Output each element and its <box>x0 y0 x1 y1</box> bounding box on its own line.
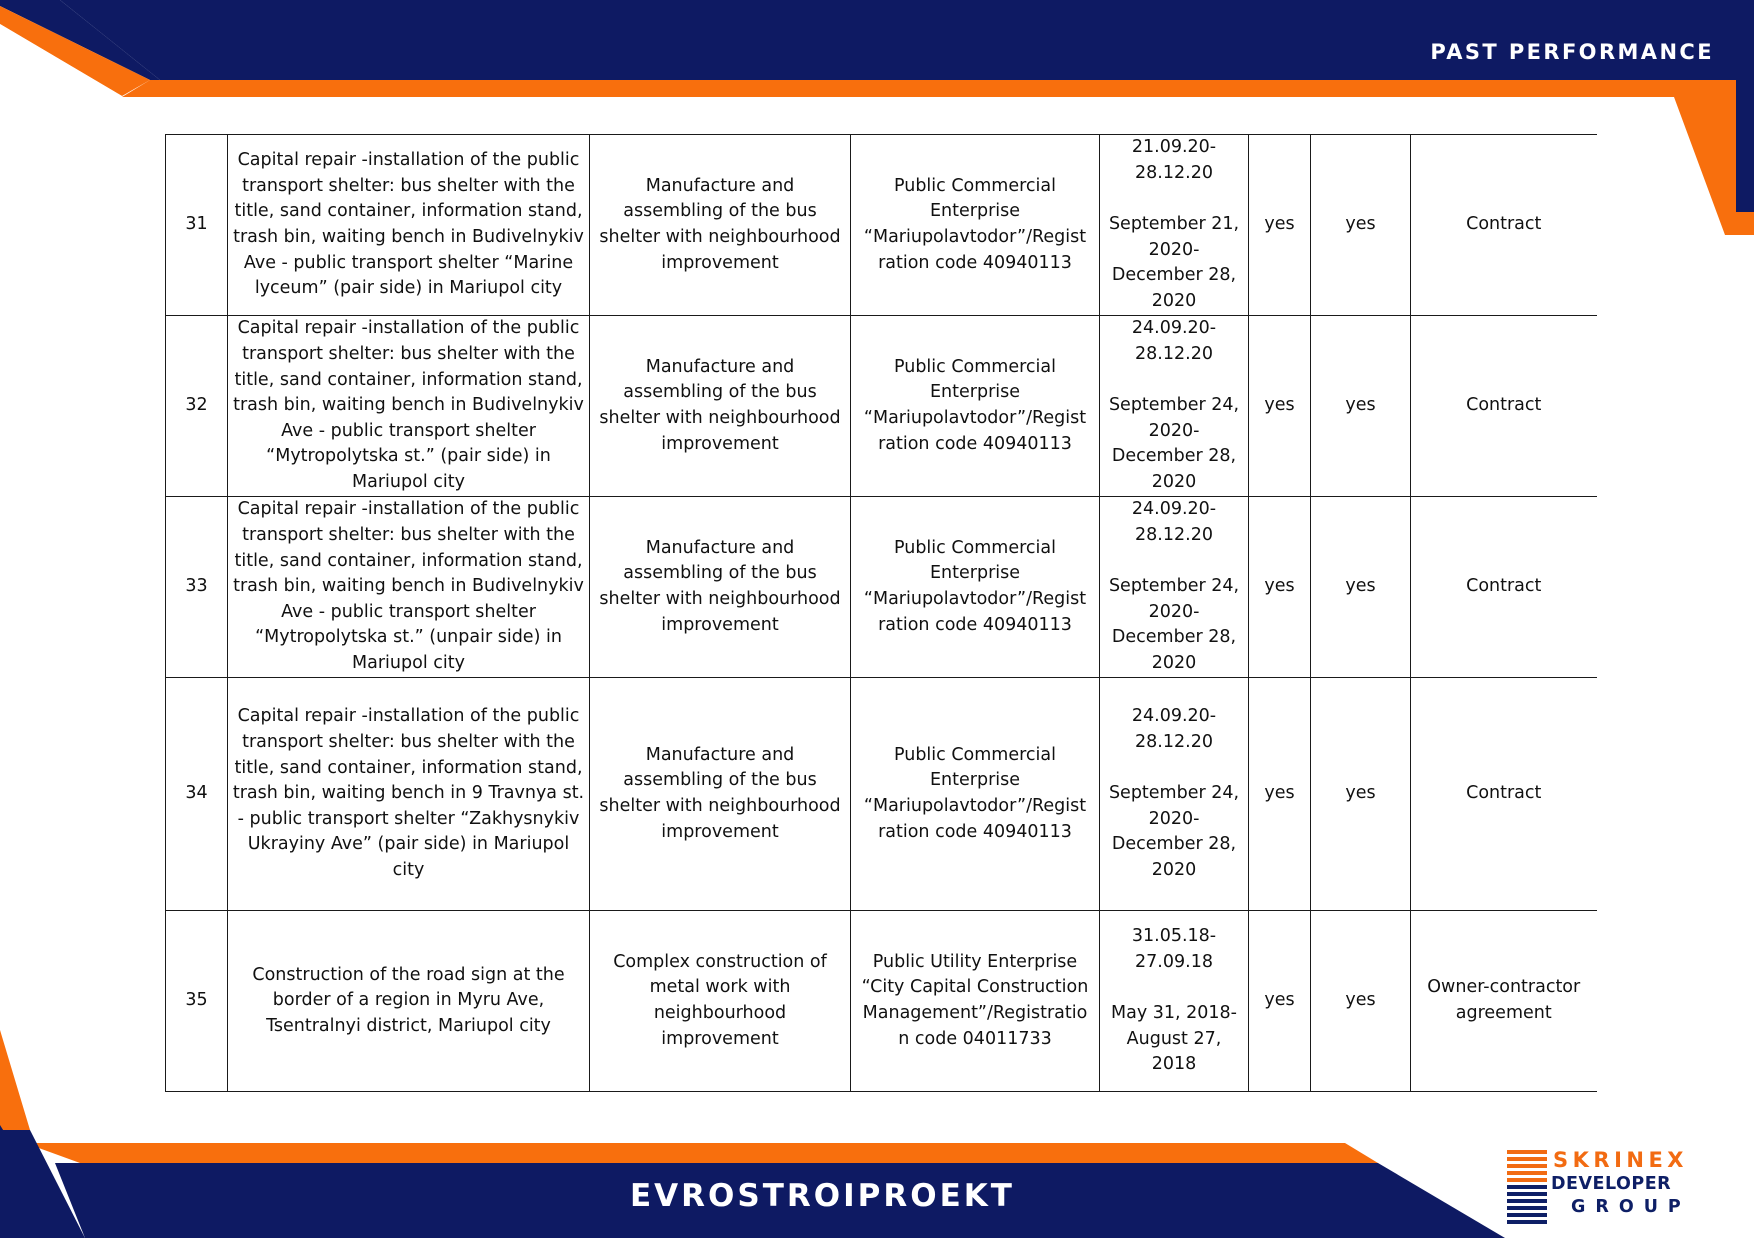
logo-word-skrinex: SKRINEX <box>1553 1148 1688 1172</box>
dates-cell <box>1100 135 1249 316</box>
status-yes: yes <box>1249 497 1311 678</box>
table-row <box>166 316 1597 497</box>
project-description: Construction of the road sign at the border of a region in Myru Ave, Tsentralnyi district, Mariupol city <box>228 911 590 1092</box>
project-description: Capital repair -installation of the public transport shelter: bus shelter with the title, sand container, information stand, trash bin, waiting bench in Budivelnykiv Ave - public transport shelter “Mytropolytska st.” (unpair side) in Mariupol city <box>228 497 590 678</box>
works-type: Manufacture and assembling of the bus shelter with neighbourhood improvement <box>590 135 851 316</box>
company-name: EVROSTROIPROEKT <box>630 1178 1015 1214</box>
status-yes: yes <box>1311 135 1411 316</box>
works-type: Complex construction of metal work with neighbourhood improvement <box>590 911 851 1092</box>
header-orange-stripe <box>122 80 1736 97</box>
status-yes: yes <box>1249 678 1311 911</box>
customer: Public Commercial Enterprise “Mariupolavtodor”/Regist ration code 40940113 <box>851 497 1100 678</box>
dates-spacer <box>1104 187 1244 213</box>
project-description: Capital repair -installation of the public transport shelter: bus shelter with the title, sand container, information stand, trash bin, waiting bench in 9 Travnya st. - public transport shelter “Zakhysnykiv Ukrayiny Ave” (pair side) in Mariupol city <box>228 678 590 911</box>
building-icon <box>1505 1146 1553 1226</box>
status-yes: yes <box>1249 316 1311 497</box>
dates-cell <box>1100 497 1249 678</box>
customer: Public Utility Enterprise “City Capital Construction Management”/Registratio n code 04011733 <box>851 911 1100 1092</box>
works-type: Manufacture and assembling of the bus shelter with neighbourhood improvement <box>590 316 851 497</box>
document-type: Contract <box>1411 135 1597 316</box>
row-number: 33 <box>166 497 228 678</box>
status-yes: yes <box>1311 497 1411 678</box>
customer: Public Commercial Enterprise “Mariupolavtodor”/Regist ration code 40940113 <box>851 316 1100 497</box>
table-row <box>166 135 1597 316</box>
project-description: Capital repair -installation of the public transport shelter: bus shelter with the title, sand container, information stand, trash bin, waiting bench in Budivelnykiv Ave - public transport shelter “Marine lyceum” (pair side) in Mariupol city <box>228 135 590 316</box>
dates-short: 24.09.20-28.12.20 <box>1131 706 1217 753</box>
dates-cell <box>1100 911 1249 1092</box>
footer-left-orange <box>0 1030 30 1130</box>
dates-long: September 24, 2020-December 28, 2020 <box>1108 783 1240 880</box>
status-yes: yes <box>1311 911 1411 1092</box>
document-type: Contract <box>1411 497 1597 678</box>
header-right-navy <box>1736 97 1754 212</box>
document-type: Contract <box>1411 316 1597 497</box>
row-number: 34 <box>166 678 228 911</box>
customer: Public Commercial Enterprise “Mariupolavtodor”/Regist ration code 40940113 <box>851 678 1100 911</box>
works-type: Manufacture and assembling of the bus shelter with neighbourhood improvement <box>590 497 851 678</box>
skrinex-logo <box>1505 1146 1710 1226</box>
dates-short: 24.09.20-28.12.20 <box>1131 499 1217 546</box>
row-number: 31 <box>166 135 228 316</box>
document-type: Contract <box>1411 678 1597 911</box>
dates-spacer <box>1104 549 1244 575</box>
status-yes: yes <box>1249 911 1311 1092</box>
logo-word-group: GROUP <box>1571 1197 1691 1217</box>
dates-long: May 31, 2018-August 27, 2018 <box>1111 1003 1237 1075</box>
works-type: Manufacture and assembling of the bus shelter with neighbourhood improvement <box>590 678 851 911</box>
dates-short: 31.05.18-27.09.18 <box>1131 926 1217 972</box>
table-row <box>166 911 1597 1092</box>
status-yes: yes <box>1311 678 1411 911</box>
dates-spacer <box>1104 368 1244 394</box>
document-type: Owner-contractor agreement <box>1411 911 1597 1092</box>
dates-spacer <box>1104 756 1244 782</box>
dates-spacer <box>1104 975 1244 1001</box>
logo-word-developer: DEVELOPER <box>1551 1174 1672 1194</box>
dates-cell <box>1100 678 1249 911</box>
dates-long: September 21, 2020-December 28, 2020 <box>1108 214 1240 311</box>
footer-orange-stripe <box>25 1143 1378 1163</box>
table-row <box>166 678 1597 911</box>
dates-long: September 24, 2020-December 28, 2020 <box>1108 395 1240 492</box>
dates-short: 24.09.20-28.12.20 <box>1131 318 1217 365</box>
table-row <box>166 497 1597 678</box>
row-number: 32 <box>166 316 228 497</box>
project-description: Capital repair -installation of the public transport shelter: bus shelter with the title, sand container, information stand, trash bin, waiting bench in Budivelnykiv Ave - public transport shelter “Mytropolytska st.” (pair side) in Mariupol city <box>228 316 590 497</box>
section-title: PAST PERFORMANCE <box>1430 40 1714 64</box>
customer: Public Commercial Enterprise “Mariupolavtodor”/Regist ration code 40940113 <box>851 135 1100 316</box>
row-number: 35 <box>166 911 228 1092</box>
past-performance-table <box>165 134 1597 1092</box>
status-yes: yes <box>1311 316 1411 497</box>
dates-short: 21.09.20-28.12.20 <box>1131 137 1217 184</box>
dates-cell <box>1100 316 1249 497</box>
dates-long: September 24, 2020-December 28, 2020 <box>1108 576 1240 673</box>
status-yes: yes <box>1249 135 1311 316</box>
